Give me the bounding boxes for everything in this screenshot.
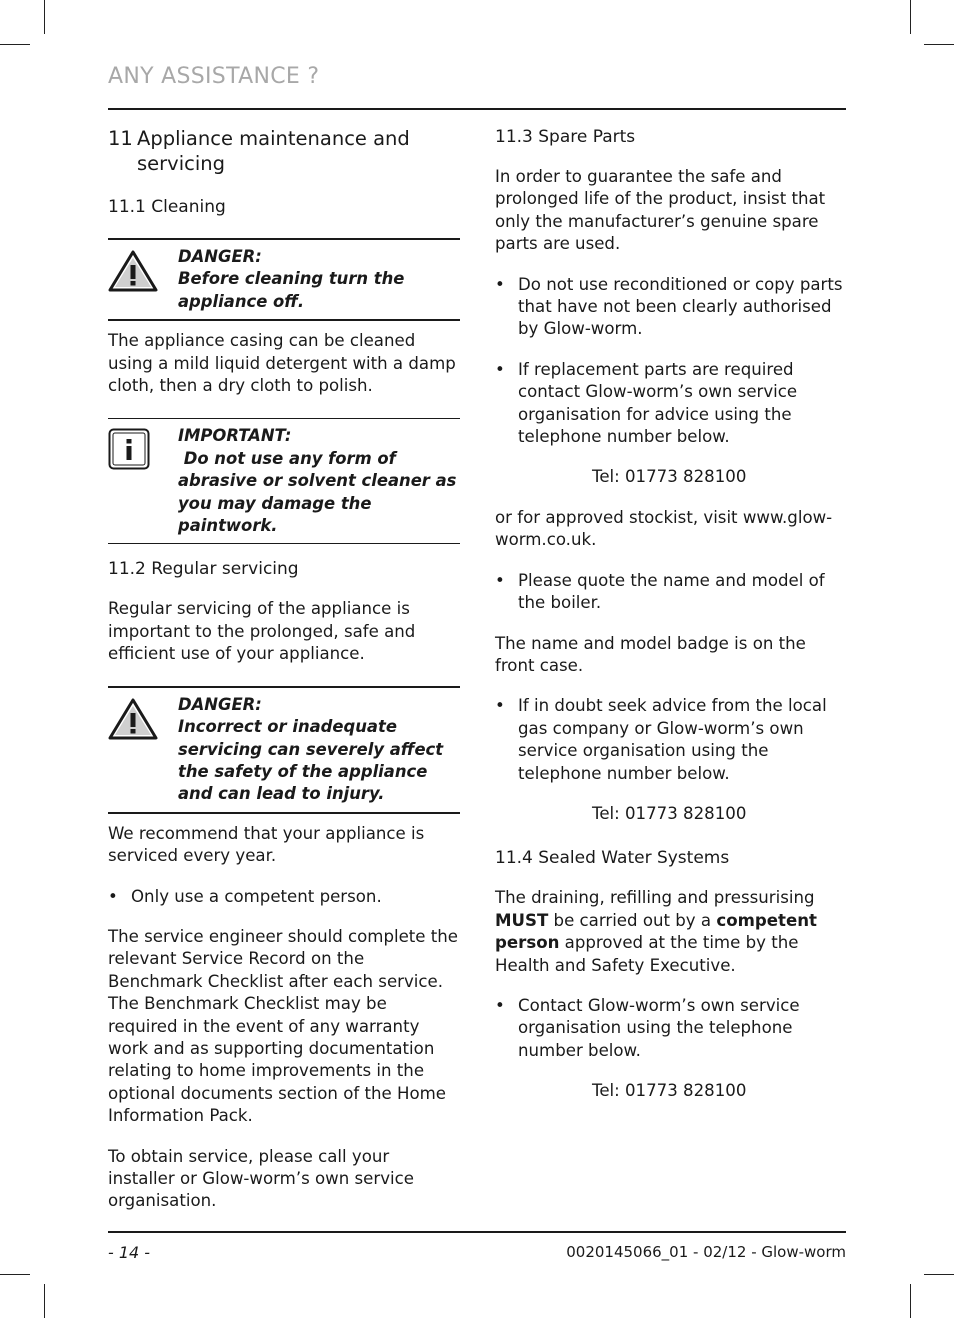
list-item-text: Only use a competent person. — [131, 886, 382, 906]
bullet: • — [495, 995, 505, 1015]
section-title: Appliance maintenance and servicing — [137, 127, 410, 175]
crop-mark — [0, 44, 30, 45]
warning-triangle-icon — [108, 246, 178, 313]
list-item — [495, 570, 847, 615]
document-reference: 0020145066_01 - 02/12 - Glow-worm — [566, 1243, 846, 1261]
paragraph-casing: The appliance casing can be cleaned using a mild liquid detergent with a damp cloth, then a dry cloth to polish. — [108, 331, 456, 396]
warning-triangle-icon — [108, 694, 178, 806]
list-item — [495, 695, 847, 785]
subheading-cleaning: 11.1 Cleaning — [108, 197, 226, 217]
info-icon — [108, 425, 178, 537]
page-number: - 14 - — [108, 1243, 151, 1262]
crop-mark — [0, 1274, 30, 1275]
paragraph-obtain-service: To obtain service, please call your installer or Glow-worm’s own service organisation. — [108, 1146, 414, 1211]
page-header-title: ANY ASSISTANCE ? — [108, 64, 320, 89]
danger-note-cleaning — [108, 238, 460, 321]
list-item-text: If in doubt seek advice from the local gas company or Glow-worm’s own service organisation using the telephone number below. — [518, 696, 827, 783]
danger-text: Before cleaning turn the appliance off. — [178, 269, 405, 311]
bullet: • — [495, 359, 505, 379]
list-item — [495, 995, 847, 1062]
important-note-abrasive — [108, 418, 463, 544]
paragraph-badge: The name and model badge is on the front case. — [495, 633, 806, 675]
subheading-sealed-water: 11.4 Sealed Water Systems — [495, 848, 730, 869]
emphasis-competent-person: competent person — [495, 910, 817, 953]
list-item-text: Contact Glow-worm’s own service organisation using the telephone number below. — [518, 995, 800, 1060]
paragraph-servicing: Regular servicing of the appliance is important to the prolonged, safe and efficient use of your appliance. — [108, 599, 416, 664]
text-run: approved at the time by the Health and Safety Executive. — [495, 933, 799, 975]
paragraph-recommend: We recommend that your appliance is serviced every year. — [108, 823, 425, 866]
bullet: • — [495, 696, 505, 716]
list-item — [495, 274, 847, 341]
important-title: IMPORTANT: — [178, 426, 292, 446]
crop-mark — [924, 44, 954, 45]
left-column — [108, 126, 463, 1213]
list-item-text: If replacement parts are required contact Glow-worm’s own service organisation for advice using the telephone number below. — [518, 359, 798, 447]
danger-note-servicing — [108, 686, 460, 814]
section-number: 11 — [108, 127, 133, 150]
text-run: The draining, refilling and pressurising — [495, 888, 815, 908]
paragraph-stockist: or for approved stockist, visit www.glow-worm.co.uk. — [495, 507, 833, 550]
right-column — [495, 126, 847, 1103]
bullet: • — [108, 886, 118, 906]
paragraph-guarantee: In order to guarantee the safe and prolonged life of the product, insist that only the manufacturer’s genuine spare parts are used. — [495, 167, 826, 254]
section-heading — [108, 126, 460, 176]
subheading-servicing: 11.2 Regular servicing — [108, 559, 299, 580]
list-item-text: Please quote the name and model of the boiler. — [518, 570, 825, 613]
telephone-number: Tel: 01773 828100 — [592, 803, 747, 823]
danger-title: DANGER: — [178, 247, 262, 266]
crop-mark — [924, 1274, 954, 1275]
text-run: be carried out by a — [548, 910, 717, 930]
crop-mark — [910, 1284, 911, 1318]
header-rule — [108, 108, 846, 110]
list-item — [108, 886, 460, 908]
paragraph-engineer: The service engineer should complete the relevant Service Record on the Benchmark Checklist after each service. The Benchmark Checklist may be required in the event of any warranty work and as supporting documentation relating to home improvements in the optional documents section of the Home Information Pack. — [108, 926, 459, 1126]
list-item-text: Do not use reconditioned or copy parts that have not been clearly authorised by Glow-worm. — [518, 274, 843, 339]
footer-rule — [108, 1231, 846, 1233]
danger-title: DANGER: — [178, 694, 262, 714]
telephone-number: Tel: 01773 828100 — [592, 1081, 747, 1101]
crop-mark — [44, 1284, 45, 1318]
telephone-number: Tel: 01773 828100 — [592, 467, 747, 487]
paragraph-draining — [495, 887, 847, 977]
bullet: • — [495, 570, 505, 590]
list-item — [495, 359, 847, 449]
crop-mark — [910, 0, 911, 34]
bullet: • — [495, 274, 505, 294]
important-text: Do not use any form of abrasive or solvent cleaner as you may damage the paintwork. — [178, 448, 463, 536]
crop-mark — [44, 0, 45, 34]
emphasis-must: MUST — [495, 910, 549, 930]
danger-text: Incorrect or inadequate servicing can severely affect the safety of the appliance and can lead to injury. — [178, 717, 444, 804]
subheading-spare-parts: 11.3 Spare Parts — [495, 127, 636, 147]
